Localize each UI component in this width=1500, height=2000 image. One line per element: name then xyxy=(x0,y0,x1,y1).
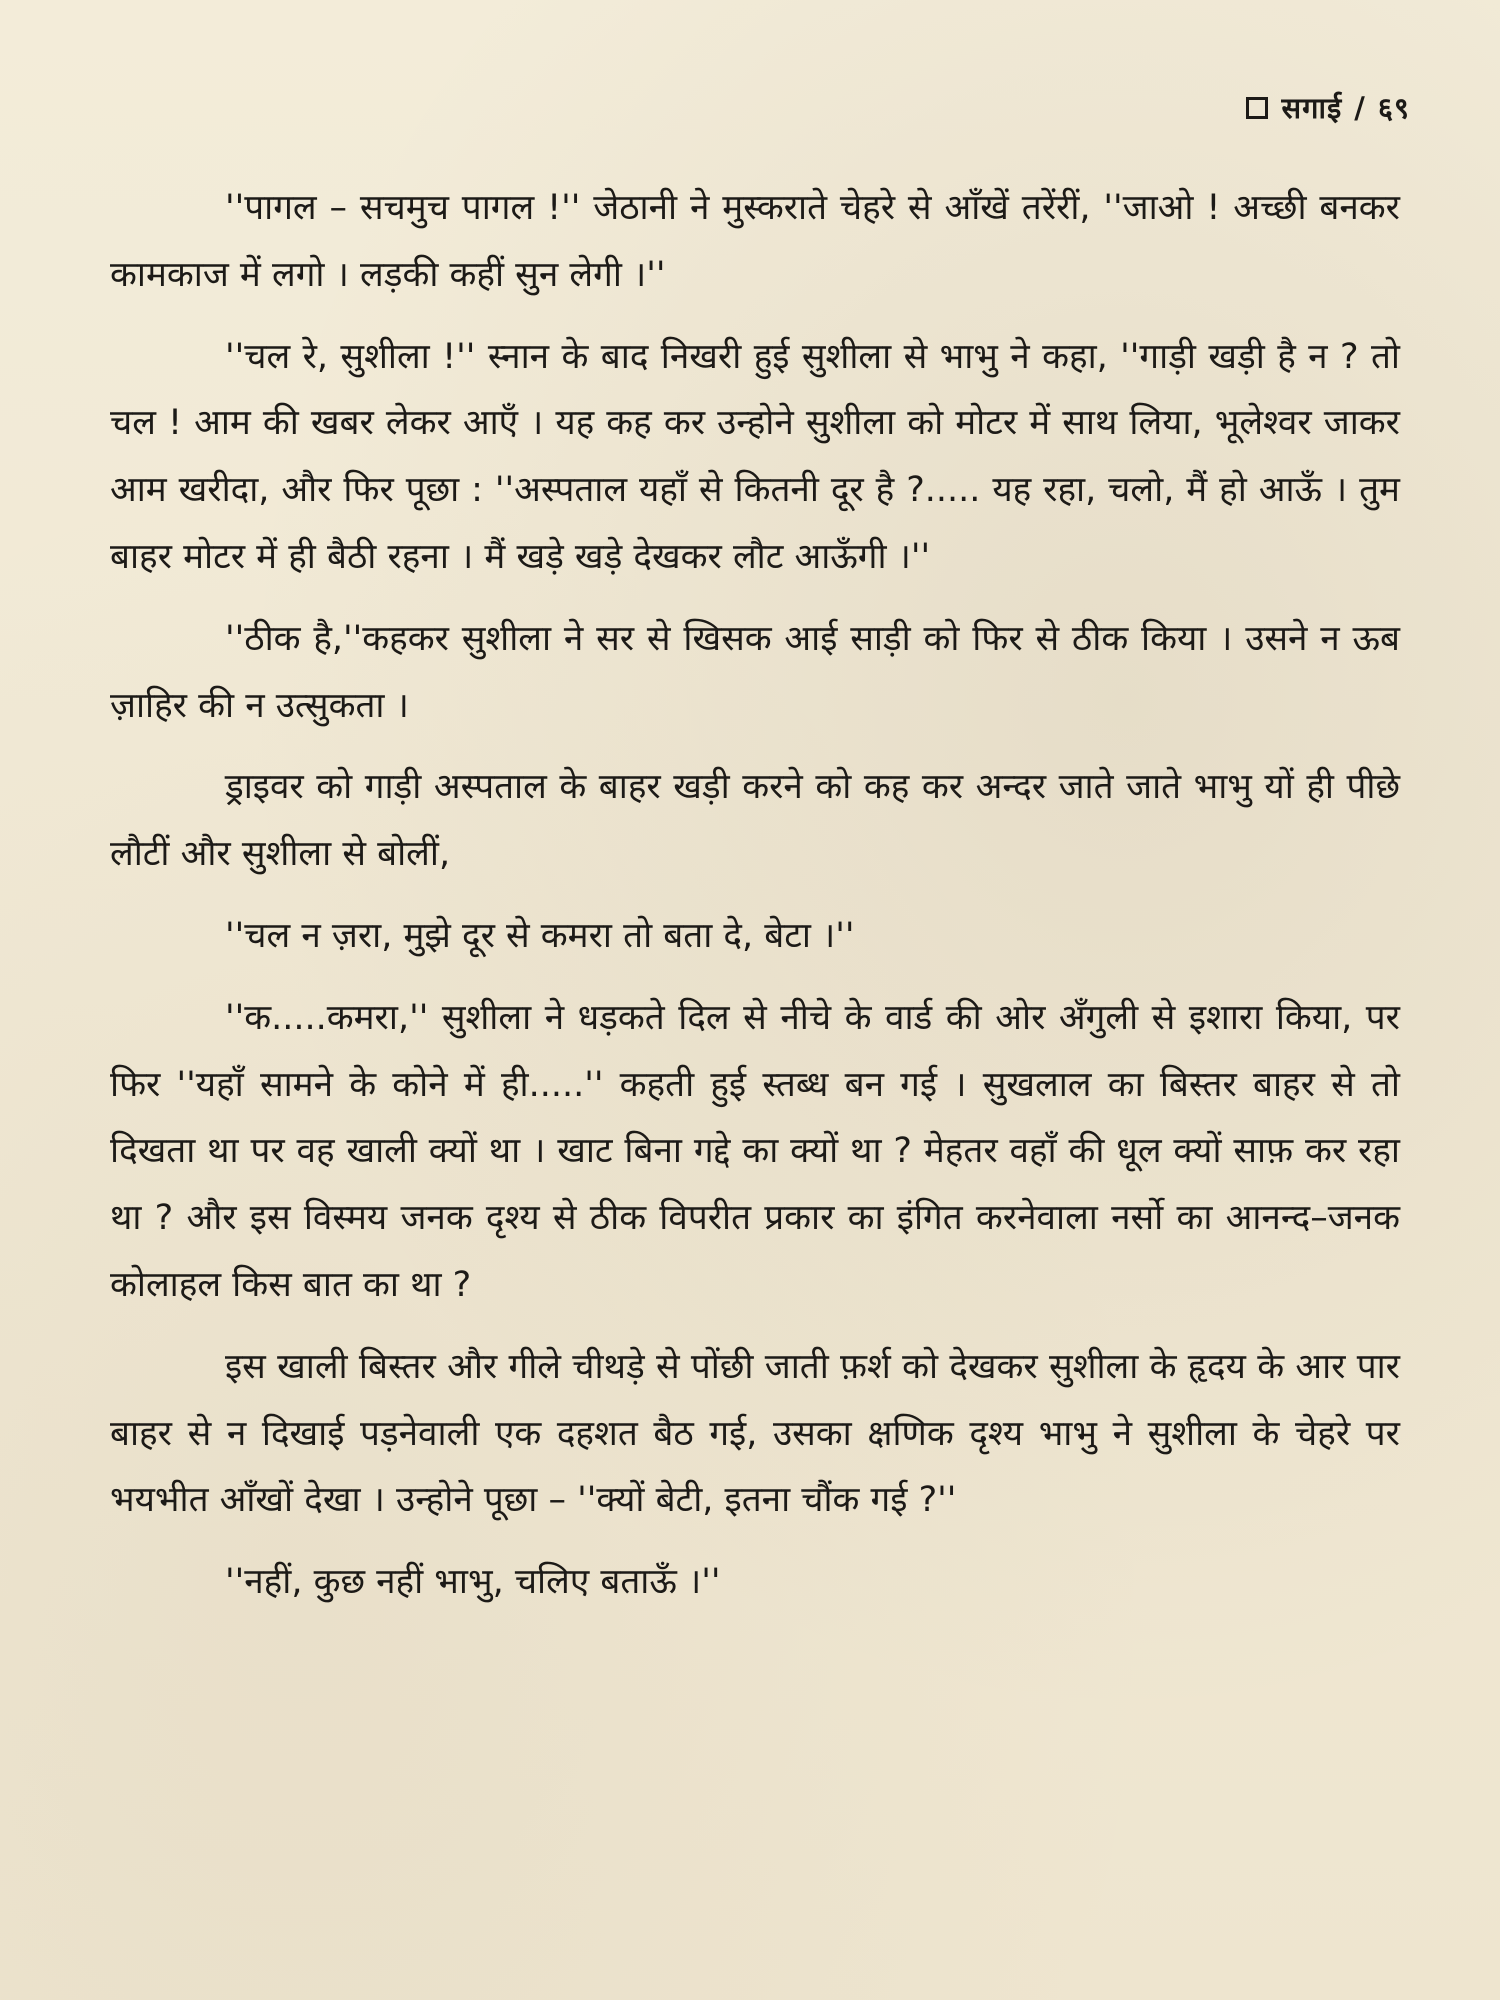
chapter-title: सगाई xyxy=(1281,91,1343,125)
body-text xyxy=(110,175,1400,1631)
running-header xyxy=(1246,88,1410,127)
paragraph: ''पागल – सचमुच पागल !'' जेठानी ने मुस्कराते चेहरे से आँखें तरेंरीं, ''जाओ ! अच्छी बनकर कामकाज में लगो । लड़की कहीं सुन लेगी ।'' xyxy=(110,188,1400,295)
paragraph: ड्राइवर को गाड़ी अस्पताल के बाहर खड़ी करने को कह कर अन्दर जाते जाते भाभु यों ही पीछे लौटीं और सुशीला से बोलीं, xyxy=(110,767,1400,875)
paragraph: ''क.....कमरा,'' सुशीला ने धड़कते दिल से नीचे के वार्ड की ओर अँगुली से इशारा किया, पर फिर ''यहाँ सामने के कोने में ही.....'' कहती हुई स्तब्ध बन गई । सुखलाल का बिस्तर बाहर से तो दिखता था पर वह खाली क्यों था । खाट बिना गद्दे का क्यों था ? मेहतर वहाँ की धूल क्यों साफ़ कर रहा था ? और इस विस्मय जनक दृश्य से ठीक विपरीत प्रकार का इंगित करनेवाला नर्सो का आनन्द–जनक कोलाहल किस बात का था ? xyxy=(110,997,1400,1305)
paragraph: इस खाली बिस्तर और गीले चीथड़े से पोंछी जाती फ़र्श को देखकर सुशीला के हृदय के आर पार बाहर से न दिखाई पड़नेवाली एक दहशत बैठ गई, उसका क्षणिक दृश्य भाभु ने सुशीला के चेहरे पर भयभीत आँखों देखा । उन्होने पूछा – ''क्यों बेटी, इतना चौंक गई ?'' xyxy=(110,1346,1400,1521)
paragraph: ''नहीं, कुछ नहीं भाभु, चलिए बताऊँ ।'' xyxy=(225,1562,721,1603)
square-bullet-icon xyxy=(1246,97,1268,119)
header-separator: / xyxy=(1354,90,1366,125)
paragraph: ''चल न ज़रा, मुझे दूर से कमरा तो बता दे, बेटा ।'' xyxy=(225,915,855,956)
paragraph: ''चल रे, सुशीला !'' स्नान के बाद निखरी हुई सुशीला से भाभु ने कहा, ''गाड़ी खड़ी है न ? तो चल ! आम की खबर लेकर आएँ । यह कह कर उन्होने सुशीला को मोटर में साथ लिया, भूलेश्वर जाकर आम खरीदा, और फिर पूछा : ''अस्पताल यहाँ से कितनी दूर है ?..... यह रहा, चलो, मैं हो आऊँ । तुम बाहर मोटर में ही बैठी रहना । मैं खड़े खड़े देखकर लौट आऊँगी ।'' xyxy=(110,336,1400,577)
page-number: ६९ xyxy=(1377,91,1410,125)
paragraph: ''ठीक है,''कहकर सुशीला ने सर से खिसक आई साड़ी को फिर से ठीक किया । उसने न ऊब ज़ाहिर की न उत्सुकता । xyxy=(110,618,1400,726)
